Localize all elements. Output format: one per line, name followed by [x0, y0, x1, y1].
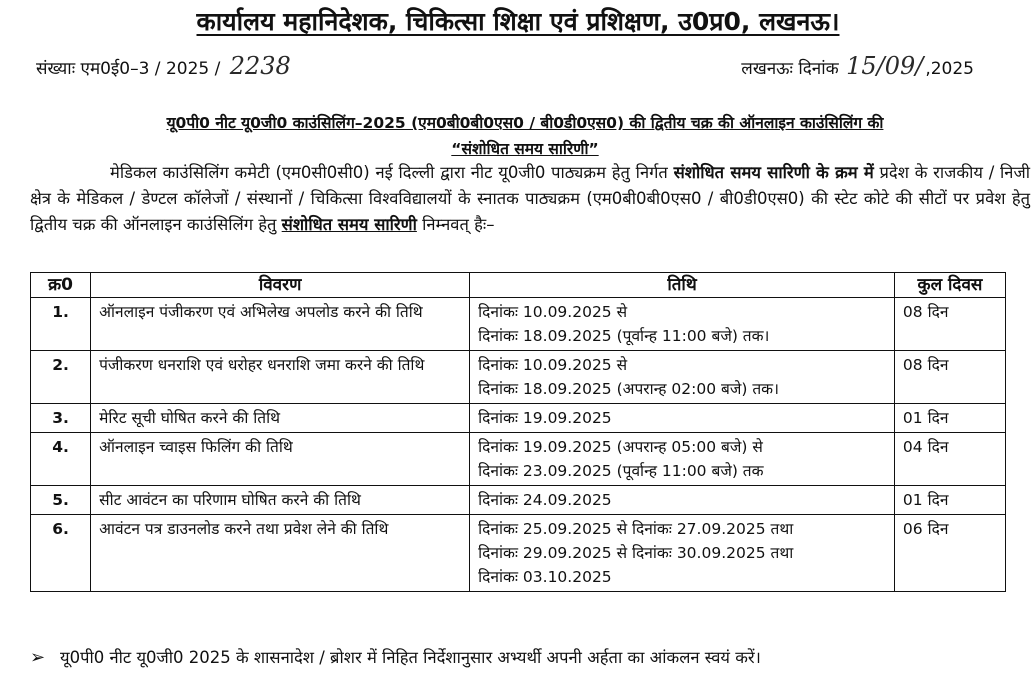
row-description: मेरिट सूची घोषित करने की तिथि — [91, 404, 470, 433]
row-description: पंजीकरण धनराशि एवं धरोहर धनराशि जमा करने की तिथि — [91, 351, 470, 404]
reference-label: संख्याः — [36, 59, 76, 79]
intro-text-3: निम्नवत् हैः– — [422, 215, 495, 234]
date-year: ,2025 — [925, 59, 974, 79]
row-date — [470, 515, 895, 592]
row-days: 04 दिन — [894, 433, 1005, 486]
note-item — [30, 646, 1030, 670]
row-date-line: दिनांकः 19.09.2025 (अपरान्ह 05:00 बजे) से — [478, 438, 763, 456]
subject-line-2: “संशोधित समय सारिणी” — [451, 140, 599, 158]
row-days: 06 दिन — [894, 515, 1005, 592]
row-date-line: दिनांकः 10.09.2025 से — [478, 303, 628, 321]
intro-text-1: मेडिकल काउंसिलिंग कमेटी (एम0सी0सी0) नई दिल्ली द्वारा नीट यू0जी0 पाठ्यक्रम हेतु निर्गत — [110, 163, 668, 182]
row-serial: 4. — [31, 433, 91, 486]
intro-bold-2: संशोधित समय सारिणी — [281, 215, 417, 234]
row-date-line: दिनांकः 10.09.2025 से — [478, 356, 628, 374]
handwritten-reference-number: 2238 — [229, 52, 291, 80]
row-date-line: दिनांकः 25.09.2025 से दिनांकः 27.09.2025 तथा — [478, 520, 794, 538]
row-date — [470, 486, 895, 515]
table-header-row — [31, 273, 1006, 298]
table-row — [31, 433, 1006, 486]
row-days: 08 दिन — [894, 351, 1005, 404]
row-date-line: दिनांकः 19.09.2025 — [478, 409, 612, 427]
row-date-line: दिनांकः 23.09.2025 (पूर्वान्ह 11:00 बजे) तक — [478, 462, 764, 480]
row-description: ऑनलाइन च्वाइस फिलिंग की तिथि — [91, 433, 470, 486]
row-date-line: दिनांकः 29.09.2025 से दिनांकः 30.09.2025 तथा — [478, 544, 794, 562]
table-row — [31, 404, 1006, 433]
intro-paragraph — [30, 160, 1030, 238]
row-description: आवंटन पत्र डाउनलोड करने तथा प्रवेश लेने की तिथि — [91, 515, 470, 592]
header-sn: क्र0 — [31, 273, 91, 298]
row-date — [470, 404, 895, 433]
table-row — [31, 486, 1006, 515]
header-date: तिथि — [470, 273, 895, 298]
arrow-bullet-icon: ➢ — [30, 647, 46, 668]
header-desc: विवरण — [91, 273, 470, 298]
row-date — [470, 298, 895, 351]
intro-bold-1: संशोधित समय सारिणी के क्रम में — [673, 163, 874, 182]
row-days: 08 दिन — [894, 298, 1005, 351]
table-row — [31, 515, 1006, 592]
subject-line-1: यू0पी0 नीट यू0जी0 काउंसिलिंग–2025 (एम0बी0बी0एस0 / बी0डी0एस0) की द्वितीय चक्र की ऑनलाइन काउंसिलिंग की — [166, 114, 884, 132]
row-date-line: दिनांकः 18.09.2025 (अपरान्ह 02:00 बजे) तक। — [478, 380, 779, 398]
row-serial: 3. — [31, 404, 91, 433]
row-days: 01 दिन — [894, 404, 1005, 433]
subject-heading — [60, 110, 990, 162]
note-text: यू0पी0 नीट यू0जी0 2025 के शासनादेश / ब्रोशर में निहित निर्देशानुसार अभ्यर्थी अपनी अर्हता का आंकलन स्वयं करें। — [60, 648, 761, 667]
row-serial: 5. — [31, 486, 91, 515]
row-date — [470, 351, 895, 404]
intro-text-2: प्रदेश के राजकीय / निजी क्षेत्र के मेडिकल / डेण्टल कॉलेजों / संस्थानों / चिकित्सा विश्वविद्यालयों के स्नातक पाठ्यक्रम (एम0बी0बी0एस0 / बी0डी0एस0) की स्टेट कोटे की सीटों पर प्रवेश हेतु द्वितीय चक्र की ऑनलाइन काउंसिलिंग हेतु — [30, 163, 1030, 234]
row-date-line: दिनांकः 18.09.2025 (पूर्वान्ह 11:00 बजे) तक। — [478, 327, 770, 345]
row-description: सीट आवंटन का परिणाम घोषित करने की तिथि — [91, 486, 470, 515]
row-days: 01 दिन — [894, 486, 1005, 515]
office-title: कार्यालय महानिदेशक, चिकित्सा शिक्षा एवं प्रशिक्षण, उ0प्र0, लखनऊ। — [196, 7, 840, 36]
reference-prefix: एम0ई0–3 / 2025 / — [80, 59, 221, 79]
row-date-line: दिनांकः 24.09.2025 — [478, 491, 612, 509]
table-row — [31, 351, 1006, 404]
row-date-line: दिनांकः 03.10.2025 — [478, 568, 612, 586]
table-row — [31, 298, 1006, 351]
row-serial: 2. — [31, 351, 91, 404]
reference-number — [36, 52, 291, 80]
row-serial: 1. — [31, 298, 91, 351]
schedule-table — [30, 272, 1006, 592]
header-days: कुल दिवस — [894, 273, 1005, 298]
row-description: ऑनलाइन पंजीकरण एवं अभिलेख अपलोड करने की तिथि — [91, 298, 470, 351]
row-date — [470, 433, 895, 486]
row-serial: 6. — [31, 515, 91, 592]
letter-date — [741, 52, 974, 80]
date-label: लखनऊः दिनांक — [741, 59, 839, 79]
handwritten-date: 15/09/ — [846, 52, 924, 80]
